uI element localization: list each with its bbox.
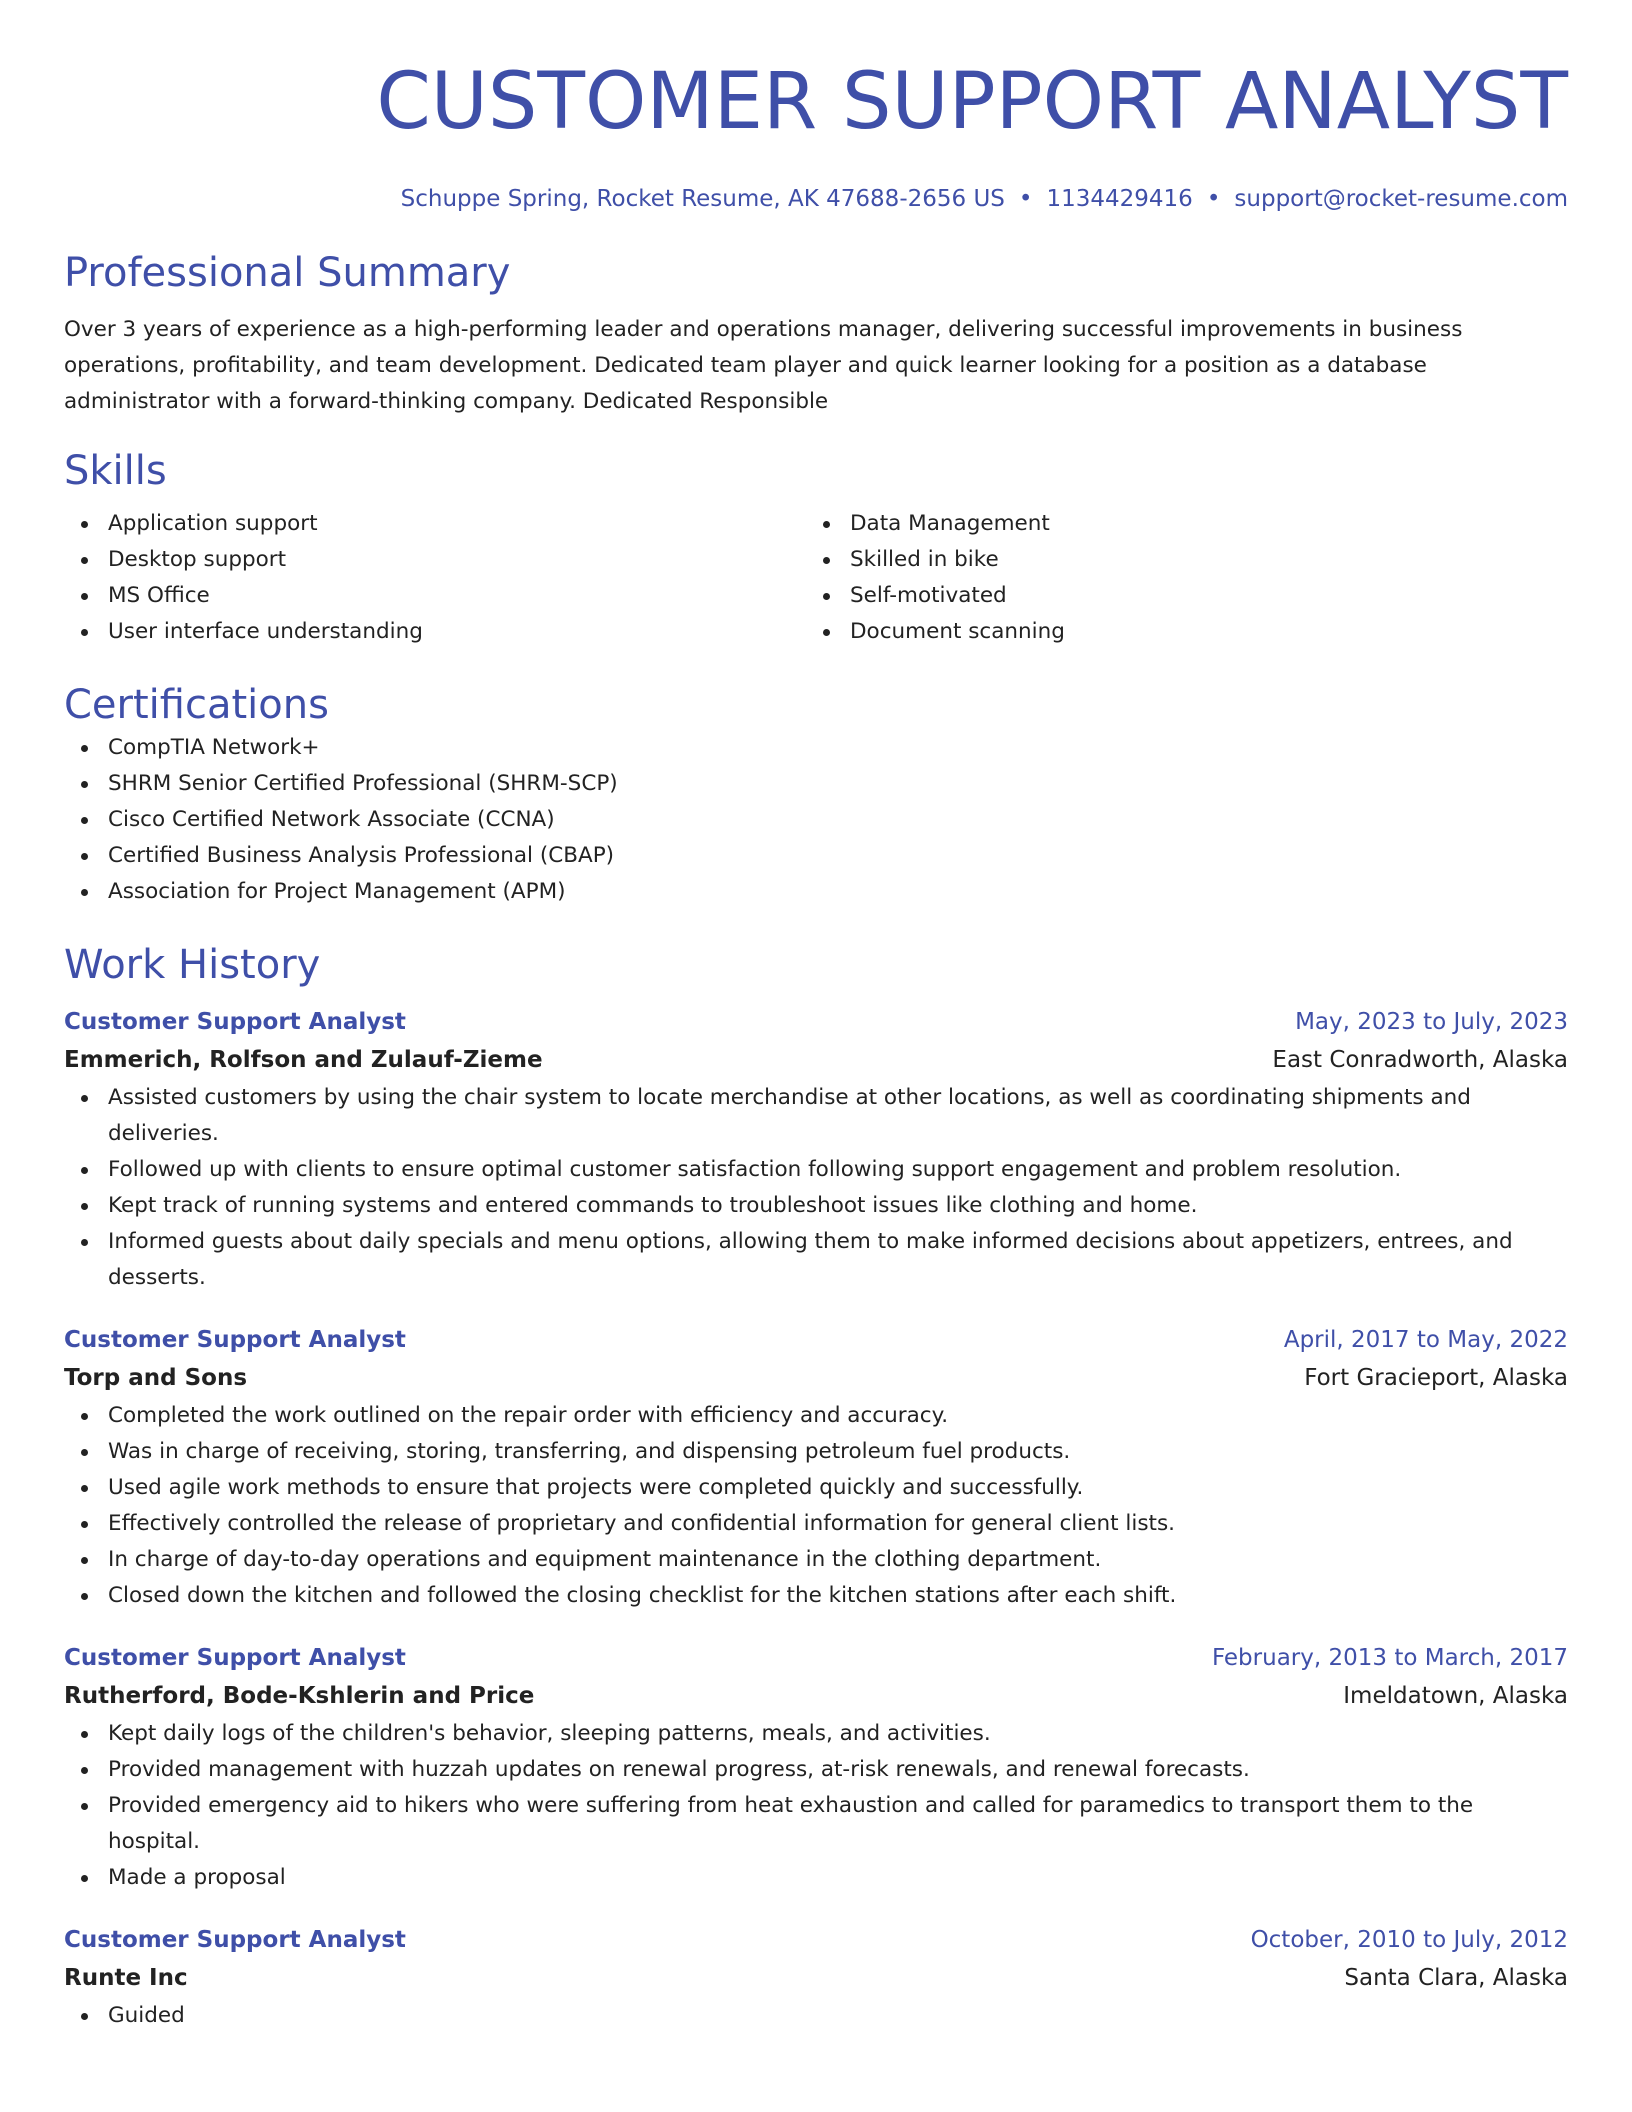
skills-column-left [64, 506, 806, 650]
job-bullets [64, 1998, 1568, 2034]
job-bullet: Was in charge of receiving, storing, transferring, and dispensing petroleum fuel products. [64, 1434, 1568, 1470]
job-bullet: Followed up with clients to ensure optimal customer satisfaction following support engagement and problem resolution. [64, 1152, 1568, 1188]
job-company-row [64, 1358, 1568, 1398]
job-dates: October, 2010 to July, 2012 [1250, 1927, 1568, 1953]
job-entry [64, 1640, 1568, 1896]
section-title-certifications: Certifications [64, 682, 329, 728]
skill-item: Document scanning [806, 614, 1548, 650]
job-header-row [64, 1322, 1568, 1358]
job-bullet: Provided management with huzzah updates on renewal progress, at-risk renewals, and renewal forecasts. [64, 1752, 1568, 1788]
skills-list-right [806, 506, 1548, 650]
job-title: Customer Support Analyst [64, 1927, 406, 1953]
resume-name-title: CUSTOMER SUPPORT ANALYST [376, 57, 1568, 147]
certification-item: Cisco Certified Network Associate (CCNA) [64, 802, 1568, 838]
job-bullet: Assisted customers by using the chair system to locate merchandise at other locations, as well as coordinating shipments and deliveries. [64, 1080, 1568, 1152]
job-entry [64, 1922, 1568, 2034]
contact-address: Schuppe Spring, Rocket Resume, AK 47688-2656 US [400, 186, 1005, 212]
job-title: Customer Support Analyst [64, 1645, 406, 1671]
section-title-skills: Skills [64, 448, 167, 494]
job-bullet: Kept track of running systems and entered commands to troubleshoot issues like clothing and home. [64, 1188, 1568, 1224]
job-bullet: Informed guests about daily specials and menu options, allowing them to make informed decisions about appetizers, entrees, and desserts. [64, 1224, 1568, 1296]
contact-separator: • [1206, 186, 1221, 212]
job-bullet: Completed the work outlined on the repair order with efficiency and accuracy. [64, 1398, 1568, 1434]
job-bullet: Guided [64, 1998, 1568, 2034]
summary-text: Over 3 years of experience as a high-performing leader and operations manager, delivering successful improvements in business operations, profitability, and team development. Dedicated team player and quick learner looking for a position as a database administrator with a forward-thinking company. Dedicated Responsible [64, 317, 1463, 414]
job-bullet: Made a proposal [64, 1860, 1568, 1896]
job-bullet: Effectively controlled the release of proprietary and confidential information for general client lists. [64, 1506, 1568, 1542]
skill-item: User interface understanding [64, 614, 806, 650]
contact-separator: • [1018, 186, 1033, 212]
certification-item: Association for Project Management (APM) [64, 874, 1568, 910]
job-bullet: Kept daily logs of the children's behavior, sleeping patterns, meals, and activities. [64, 1716, 1568, 1752]
job-location: Fort Gracieport, Alaska [1304, 1365, 1568, 1391]
skill-item: Self-motivated [806, 578, 1548, 614]
skills-column-right [806, 506, 1548, 650]
job-entry [64, 1004, 1568, 1296]
skills-list-left [64, 506, 806, 650]
job-location: East Conradworth, Alaska [1272, 1047, 1568, 1073]
job-dates: May, 2023 to July, 2023 [1295, 1009, 1568, 1035]
certification-item: SHRM Senior Certified Professional (SHRM-SCP) [64, 766, 1568, 802]
contact-line [64, 184, 1568, 214]
contact-phone: 1134429416 [1046, 186, 1193, 212]
job-bullets [64, 1716, 1568, 1896]
contact-email[interactable]: support@rocket-resume.com [1234, 186, 1568, 212]
skill-item: MS Office [64, 578, 806, 614]
job-bullets [64, 1080, 1568, 1296]
job-header-row [64, 1640, 1568, 1676]
certifications-list [64, 730, 1568, 910]
job-dates: April, 2017 to May, 2022 [1283, 1327, 1568, 1353]
job-company-row [64, 1040, 1568, 1080]
job-header-row [64, 1922, 1568, 1958]
job-bullet: Used agile work methods to ensure that projects were completed quickly and successfully. [64, 1470, 1568, 1506]
job-location: Imeldatown, Alaska [1343, 1683, 1568, 1709]
skills-grid [64, 506, 1568, 650]
certification-item: Certified Business Analysis Professional (CBAP) [64, 838, 1568, 874]
job-bullets [64, 1398, 1568, 1614]
job-title: Customer Support Analyst [64, 1009, 406, 1035]
job-entry [64, 1322, 1568, 1614]
job-header-row [64, 1004, 1568, 1040]
section-title-work-history: Work History [64, 942, 321, 988]
resume-header [64, 50, 1568, 214]
skill-item: Skilled in bike [806, 542, 1548, 578]
job-company: Rutherford, Bode-Kshlerin and Price [64, 1683, 535, 1709]
job-company: Torp and Sons [64, 1365, 248, 1391]
skill-item: Data Management [806, 506, 1548, 542]
job-bullet: Provided emergency aid to hikers who were suffering from heat exhaustion and called for paramedics to transport them to the hospital. [64, 1788, 1568, 1860]
job-company-row [64, 1676, 1568, 1716]
job-bullet: In charge of day-to-day operations and equipment maintenance in the clothing department. [64, 1542, 1568, 1578]
section-title-summary: Professional Summary [64, 250, 511, 296]
job-bullet: Closed down the kitchen and followed the closing checklist for the kitchen stations after each shift. [64, 1578, 1568, 1614]
skill-item: Desktop support [64, 542, 806, 578]
job-company: Emmerich, Rolfson and Zulauf-Zieme [64, 1047, 543, 1073]
job-title: Customer Support Analyst [64, 1327, 406, 1353]
job-company: Runte Inc [64, 1965, 188, 1991]
job-dates: February, 2013 to March, 2017 [1211, 1645, 1568, 1671]
skill-item: Application support [64, 506, 806, 542]
job-location: Santa Clara, Alaska [1344, 1965, 1568, 1991]
job-company-row [64, 1958, 1568, 1998]
certification-item: CompTIA Network+ [64, 730, 1568, 766]
